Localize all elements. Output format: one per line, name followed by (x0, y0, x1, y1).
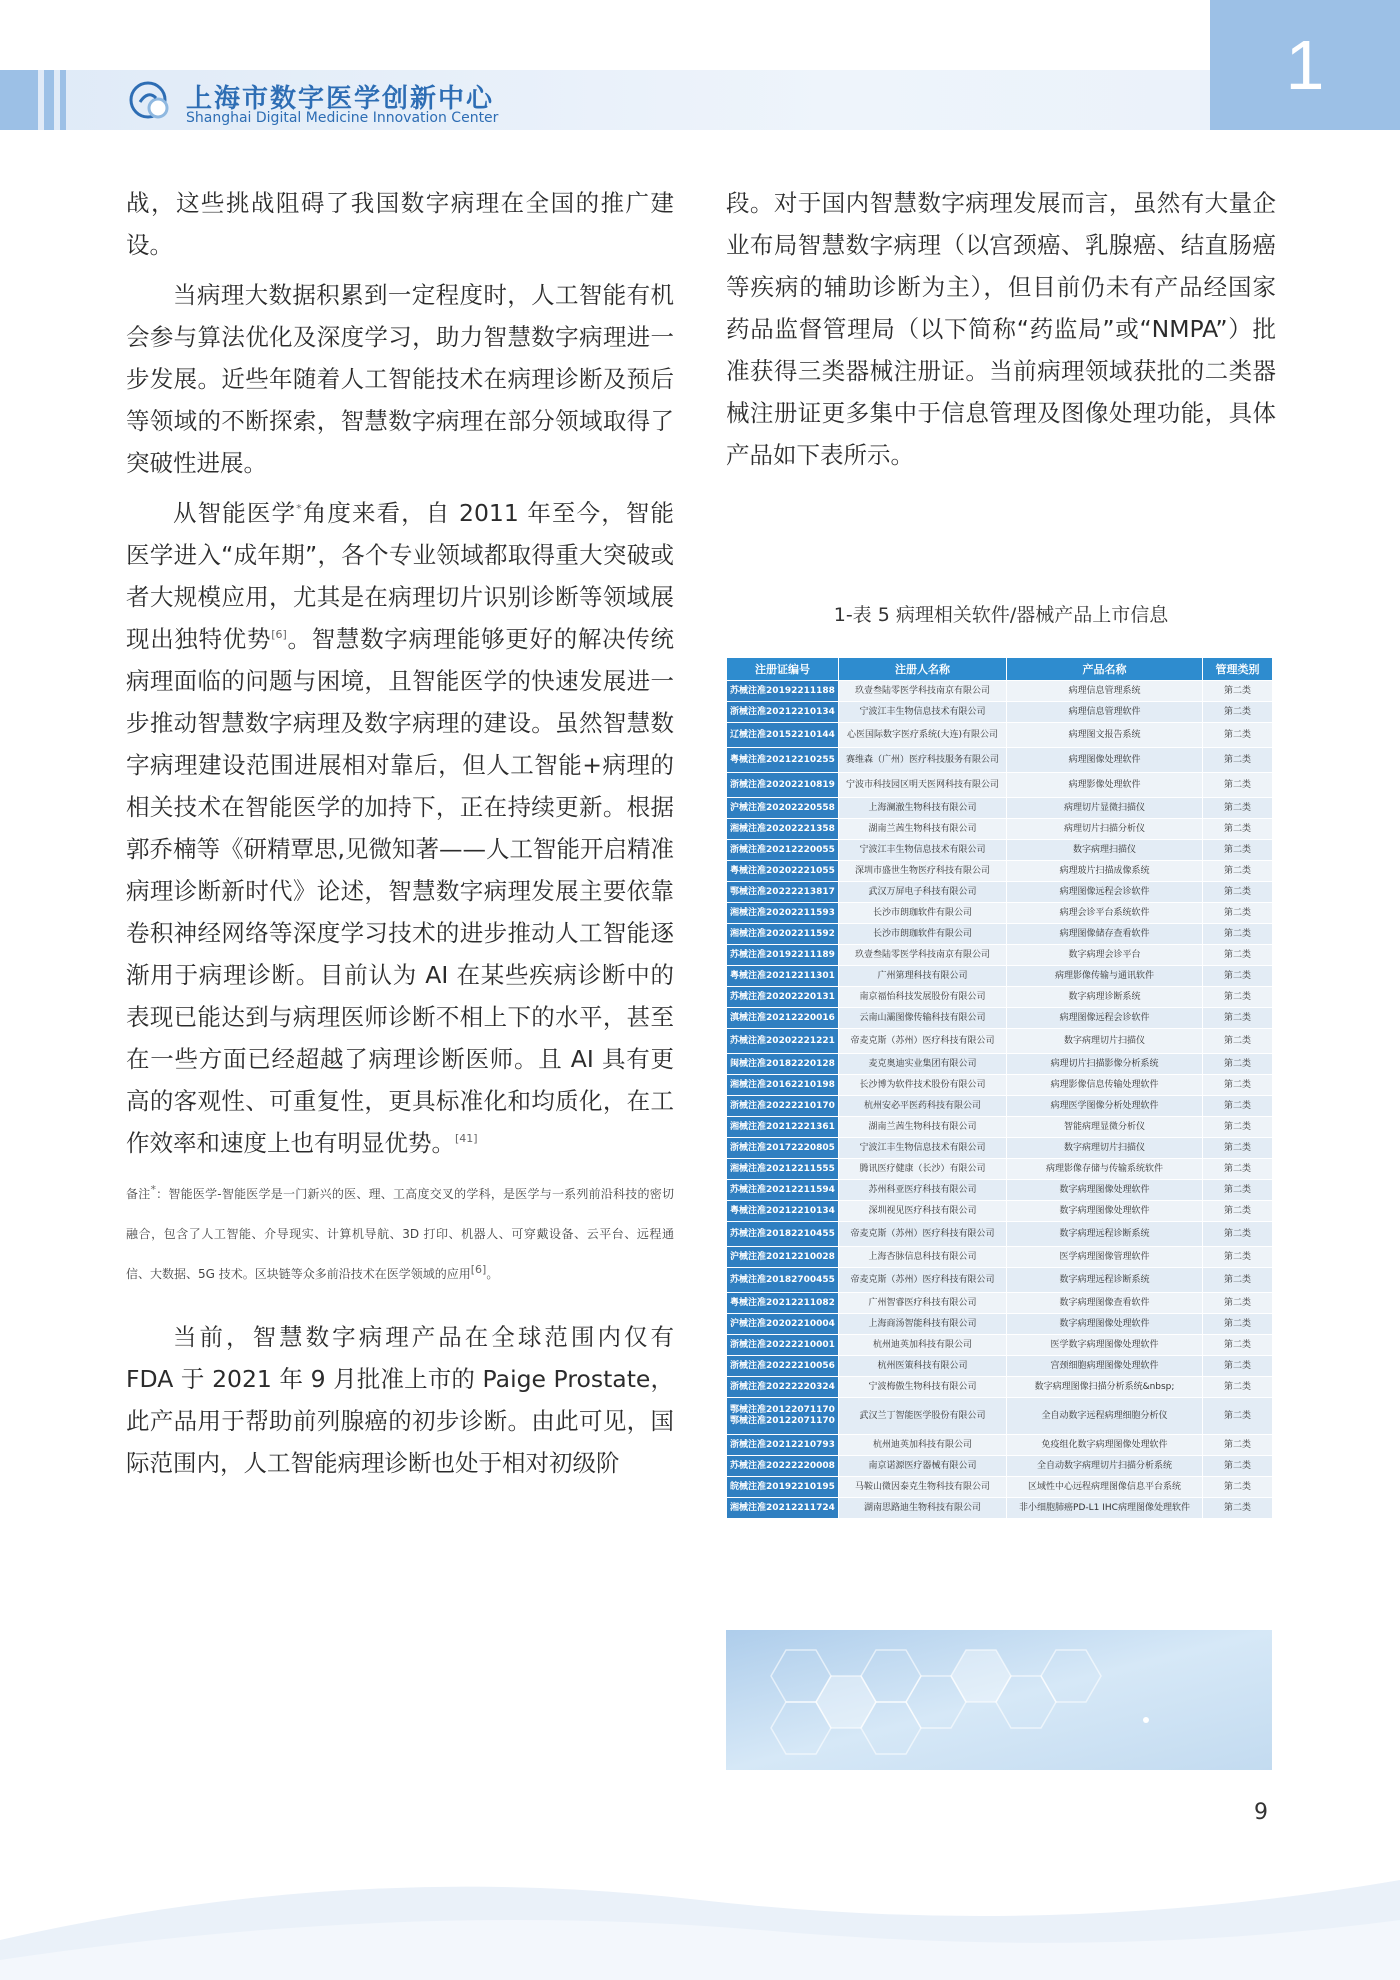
table-cell: 病理图文报告系统 (1007, 723, 1203, 748)
column-header: 产品名称 (1007, 658, 1203, 681)
table-cell: 心医国际数字医疗系统(大连)有限公司 (839, 723, 1007, 748)
table-cell: 长沙市朗珈软件有限公司 (839, 903, 1007, 924)
table-cell: 第二类 (1203, 702, 1273, 723)
column-header: 注册人名称 (839, 658, 1007, 681)
table-cell: 苏州科亚医疗科技有限公司 (839, 1180, 1007, 1201)
table-cell: 第二类 (1203, 1096, 1273, 1117)
left-column (126, 182, 674, 1492)
brand-name-en: Shanghai Digital Medicine Innovation Center (186, 110, 499, 126)
paragraph: 段。对于国内智慧数字病理发展而言，虽然有大量企业布局智慧数字病理（以宫颈癌、乳腺癌、结直肠癌等疾病的辅助诊断为主），但目前仍未有产品经国家药品监督管理局（以下简称“药监局”或“NMPA”）批准获得三类器械注册证。当前病理领域获批的二类器械注册证更多集中于信息管理及图像处理功能，具体产品如下表所示。 (726, 189, 1276, 469)
table-cell: 浙械注准20222210001 (727, 1335, 839, 1356)
table-row (727, 1268, 1273, 1293)
text-run: 。智慧数字病理能够更好的解决传统病理面临的问题与困境，且智能医学的快速发展进一步推动智慧数字病理及数字病理的建设。虽然智慧数字病理建设范围进展相对靠后，但人工智能+病理的相关技术在智能医学的加持下，正在持续更新。根据郭乔楠等《研精覃思,见微知著——人工智能开启精准病理诊断新时代》论述，智慧数字病理发展主要依靠卷积神经网络等深度学习技术的进步推动人工智能逐渐用于病理诊断。目前认为 AI 在某些疾病诊断中的表现已能达到与病理医师诊断不相上下的水平，甚至在一些方面已经超越了病理诊断医师。且 AI 具有更高的客观性、可重复性，更具标准化和均质化，在工作效率和速度上也有明显优势。 (126, 625, 675, 1157)
table-cell: 鄂械注准20122071170 鄂械注准20122071170 (727, 1398, 839, 1435)
table-body (727, 681, 1273, 1519)
product-table (726, 657, 1273, 1519)
citation: [41] (455, 1132, 478, 1146)
table-cell: 病理图像远程会诊软件 (1007, 882, 1203, 903)
table-row (727, 1180, 1273, 1201)
paragraph: 战，这些挑战阻碍了我国数字病理在全国的推广建设。 (126, 189, 674, 259)
table-cell: 第二类 (1203, 924, 1273, 945)
table-cell: 全自动数字远程病理细胞分析仪 (1007, 1398, 1203, 1435)
table-cell: 苏械注准20202220131 (727, 987, 839, 1008)
table-cell: 南京福怡科技发展股份有限公司 (839, 987, 1007, 1008)
table-cell: 病理影像处理软件 (1007, 773, 1203, 798)
table-row (727, 773, 1273, 798)
table-cell: 浙械注准20172220805 (727, 1138, 839, 1159)
table-cell: 粤械注准20212211082 (727, 1293, 839, 1314)
table-row (727, 987, 1273, 1008)
table-cell: 病理切片扫描分析仪 (1007, 819, 1203, 840)
table-cell: 数字病理图像查看软件 (1007, 1293, 1203, 1314)
table-row (727, 723, 1273, 748)
table-cell: 第二类 (1203, 987, 1273, 1008)
table-cell: 第二类 (1203, 1180, 1273, 1201)
table-cell: 湘械注准20212211555 (727, 1159, 839, 1180)
table-cell: 浙械注准20202210819 (727, 773, 839, 798)
table-row (727, 1435, 1273, 1456)
table-cell: 病理图像远程会诊软件 (1007, 1008, 1203, 1029)
table-row (727, 1159, 1273, 1180)
decorative-hexagon-image (726, 1630, 1272, 1770)
table-cell: 第二类 (1203, 748, 1273, 773)
citation: [6] (271, 628, 287, 642)
table-cell: 粤械注准20202221055 (727, 861, 839, 882)
text-run: ：智能医学-智能医学是一门新兴的医、理、工高度交叉的学科，是医学与一系列前沿科技的密切融合，包含了人工智能、介导现实、计算机导航、3D 打印、机器人、可穿戴设备、云平台、远程通信、大数据、5G 技术。区块链等众多前沿技术在医学领域的应用 (126, 1187, 674, 1281)
table-cell: 玖壹叁陆零医学科技南京有限公司 (839, 945, 1007, 966)
table-cell: 数字病理会诊平台 (1007, 945, 1203, 966)
table-cell: 武汉兰丁智能医学股份有限公司 (839, 1398, 1007, 1435)
table-row (727, 945, 1273, 966)
table-cell: 数字病理图像处理软件 (1007, 1180, 1203, 1201)
table-cell: 免疫组化数字病理图像处理软件 (1007, 1435, 1203, 1456)
table-cell: 浙械注准20212210793 (727, 1435, 839, 1456)
table-header-row (727, 658, 1273, 681)
table-row (727, 1456, 1273, 1477)
column-header: 注册证编号 (727, 658, 839, 681)
table-cell: 第二类 (1203, 966, 1273, 987)
right-column (726, 182, 1276, 484)
table-cell: 第二类 (1203, 819, 1273, 840)
table-row (727, 861, 1273, 882)
table-cell: 第二类 (1203, 1222, 1273, 1247)
footnote-marker: * (296, 502, 302, 516)
table-cell: 病理信息管理系统 (1007, 681, 1203, 702)
table-cell: 数字病理切片扫描仪 (1007, 1029, 1203, 1054)
table-cell: 湖南兰茜生物科技有限公司 (839, 1117, 1007, 1138)
paragraph: 当病理大数据积累到一定程度时，人工智能有机会参与算法优化及深度学习，助力智慧数字病理进一步发展。近些年随着人工智能技术在病理诊断及预后等领域的不断探索，智慧数字病理在部分领域取得了突破性进展。 (126, 281, 674, 477)
bottom-wave-decoration (0, 1860, 1400, 1980)
table-cell: 数字病理远程诊断系统 (1007, 1268, 1203, 1293)
table-cell: 病理切片显微扫描仪 (1007, 798, 1203, 819)
table-row (727, 702, 1273, 723)
table-cell: 苏械注准20222220008 (727, 1456, 839, 1477)
table-cell: 第二类 (1203, 1314, 1273, 1335)
table-cell: 全自动数字病理切片扫描分析系统 (1007, 1456, 1203, 1477)
table-cell: 马鞍山微因泰克生物科技有限公司 (839, 1477, 1007, 1498)
table-row (727, 1029, 1273, 1054)
table-cell: 湖南兰茜生物科技有限公司 (839, 819, 1007, 840)
table-cell: 第二类 (1203, 1117, 1273, 1138)
paragraph (126, 492, 674, 1164)
table-cell: 上海杏脉信息科技有限公司 (839, 1247, 1007, 1268)
table-cell: 杭州迪英加科技有限公司 (839, 1435, 1007, 1456)
table-cell: 第二类 (1203, 1201, 1273, 1222)
table-cell: 第二类 (1203, 903, 1273, 924)
table-cell: 第二类 (1203, 1356, 1273, 1377)
table-cell: 上海商汤智能科技有限公司 (839, 1314, 1007, 1335)
table-cell: 苏械注准20212211594 (727, 1180, 839, 1201)
table-cell: 数字病理切片扫描仪 (1007, 1138, 1203, 1159)
table-cell: 第二类 (1203, 1054, 1273, 1075)
table-cell: 杭州医策科技有限公司 (839, 1356, 1007, 1377)
table-row (727, 1201, 1273, 1222)
table-cell: 浙械注准20222220324 (727, 1377, 839, 1398)
table-row (727, 748, 1273, 773)
table-cell: 第二类 (1203, 1477, 1273, 1498)
table-cell: 苏械注准20202221221 (727, 1029, 839, 1054)
table-cell: 杭州安必平医药科技有限公司 (839, 1096, 1007, 1117)
table-cell: 浙械注准20212220055 (727, 840, 839, 861)
table-cell: 帝麦克斯（苏州）医疗科技有限公司 (839, 1268, 1007, 1293)
table-cell: 非小细胞肺癌PD-L1 IHC病理图像处理软件 (1007, 1498, 1203, 1519)
table-cell: 湖南思路迪生物科技有限公司 (839, 1498, 1007, 1519)
table-cell: 病理影像存储与传输系统软件 (1007, 1159, 1203, 1180)
table-cell: 病理玻片扫描成像系统 (1007, 861, 1203, 882)
table-row (727, 1477, 1273, 1498)
table-cell: 数字病理图像处理软件 (1007, 1314, 1203, 1335)
table-cell: 区域性中心远程病理图像信息平台系统 (1007, 1477, 1203, 1498)
table-cell: 数字病理远程诊断系统 (1007, 1222, 1203, 1247)
table-row (727, 681, 1273, 702)
table-cell: 鄂械注准20222213817 (727, 882, 839, 903)
table-cell: 智能病理显微分析仪 (1007, 1117, 1203, 1138)
table-cell: 第二类 (1203, 1029, 1273, 1054)
table-cell: 深圳视见医疗科技有限公司 (839, 1201, 1007, 1222)
table-cell: 浙械注准20222210170 (727, 1096, 839, 1117)
text-run: 从智能医学 (173, 499, 297, 527)
table-row (727, 1356, 1273, 1377)
table-cell: 数字病理图像处理软件 (1007, 1201, 1203, 1222)
table-cell: 医学病理图像管理软件 (1007, 1247, 1203, 1268)
table-cell: 南京诺源医疗器械有限公司 (839, 1456, 1007, 1477)
table-cell: 粤械注准20212210255 (727, 748, 839, 773)
table-row (727, 1008, 1273, 1029)
table-row (727, 798, 1273, 819)
table-cell: 医学数字病理图像处理软件 (1007, 1335, 1203, 1356)
table-cell: 苏械注准20192211189 (727, 945, 839, 966)
table-row (727, 1054, 1273, 1075)
table-row (727, 819, 1273, 840)
table-cell: 病理会诊平台系统软件 (1007, 903, 1203, 924)
table-cell: 数字病理诊断系统 (1007, 987, 1203, 1008)
table-cell: 玖壹叁陆零医学科技南京有限公司 (839, 681, 1007, 702)
table-cell: 杭州迪英加科技有限公司 (839, 1335, 1007, 1356)
table-cell: 第二类 (1203, 861, 1273, 882)
table-cell: 皖械注准20192210195 (727, 1477, 839, 1498)
table-cell: 第二类 (1203, 723, 1273, 748)
table-cell: 病理图像储存查看软件 (1007, 924, 1203, 945)
table-row (727, 1247, 1273, 1268)
header-stripe (0, 70, 38, 130)
table-cell: 第二类 (1203, 798, 1273, 819)
header-stripe (60, 70, 66, 130)
footnote-marker: * (150, 1183, 156, 1196)
table-cell: 数字病理图像扫描分析系统&nbsp; (1007, 1377, 1203, 1398)
table-row (727, 1314, 1273, 1335)
table-cell: 腾讯医疗健康（长沙）有限公司 (839, 1159, 1007, 1180)
table-row (727, 1096, 1273, 1117)
table-cell: 第二类 (1203, 1398, 1273, 1435)
table-cell: 宁波江丰生物信息技术有限公司 (839, 840, 1007, 861)
table-row (727, 924, 1273, 945)
table-cell: 病理图像处理软件 (1007, 748, 1203, 773)
table-cell: 宫颈细胞病理图像处理软件 (1007, 1356, 1203, 1377)
citation: [6] (470, 1263, 487, 1276)
table-cell: 广州第理科技有限公司 (839, 966, 1007, 987)
table-row (727, 1138, 1273, 1159)
table-cell: 第二类 (1203, 1377, 1273, 1398)
table-row (727, 1293, 1273, 1314)
table-cell: 浙械注准20212210134 (727, 702, 839, 723)
table-cell: 宁波市科技园区明天医网科技有限公司 (839, 773, 1007, 798)
table-cell: 长沙市朗珈软件有限公司 (839, 924, 1007, 945)
table-cell: 湘械注准20212221361 (727, 1117, 839, 1138)
table-cell: 麦克奥迪实业集团有限公司 (839, 1054, 1007, 1075)
table-cell: 第二类 (1203, 1159, 1273, 1180)
table-row (727, 1498, 1273, 1519)
table-cell: 云南山灞图像传输科技有限公司 (839, 1008, 1007, 1029)
table-cell: 浙械注准20222210056 (727, 1356, 839, 1377)
table-cell: 宁波江丰生物信息技术有限公司 (839, 702, 1007, 723)
table-cell: 湘械注准20202221358 (727, 819, 839, 840)
paragraph: 当前，智慧数字病理产品在全球范围内仅有 FDA 于 2021 年 9 月批准上市的 Paige Prostate，此产品用于帮助前列腺癌的初步诊断。由此可见，国际范围内，人工智能病理诊断也处于相对初级阶 (126, 1323, 674, 1477)
table-cell: 帝麦克斯（苏州）医疗科技有限公司 (839, 1029, 1007, 1054)
table-cell: 长沙博为软件技术股份有限公司 (839, 1075, 1007, 1096)
table-row (727, 1117, 1273, 1138)
page-number: 9 (1254, 1800, 1268, 1825)
table-cell: 闽械注准20182220128 (727, 1054, 839, 1075)
table-cell: 病理医学图像分析处理软件 (1007, 1096, 1203, 1117)
table-cell: 第二类 (1203, 1498, 1273, 1519)
table-cell: 第二类 (1203, 1138, 1273, 1159)
table-cell: 湘械注准20202211593 (727, 903, 839, 924)
table-cell: 第二类 (1203, 1247, 1273, 1268)
table-cell: 赛维森（广州）医疗科技服务有限公司 (839, 748, 1007, 773)
table-row (727, 1335, 1273, 1356)
table-cell: 第二类 (1203, 840, 1273, 861)
table-cell: 滇械注准20212220016 (727, 1008, 839, 1029)
table-cell: 粤械注准20212210134 (727, 1201, 839, 1222)
table-cell: 苏械注准20192211188 (727, 681, 839, 702)
table-cell: 沪械注准20202220558 (727, 798, 839, 819)
table-cell: 宁波江丰生物信息技术有限公司 (839, 1138, 1007, 1159)
table-cell: 宁波梅傲生物科技有限公司 (839, 1377, 1007, 1398)
table-row (727, 1398, 1273, 1435)
table-row (727, 966, 1273, 987)
table-cell: 广州智睿医疗科技有限公司 (839, 1293, 1007, 1314)
table-cell: 湘械注准20162210198 (727, 1075, 839, 1096)
table-row (727, 882, 1273, 903)
table-cell: 病理影像信息传输处理软件 (1007, 1075, 1203, 1096)
table-cell: 病理信息管理软件 (1007, 702, 1203, 723)
table-cell: 第二类 (1203, 945, 1273, 966)
brand-name-cn: 上海市数字医学创新中心 (186, 84, 495, 114)
table-cell: 苏械注准20182210455 (727, 1222, 839, 1247)
table-cell: 上海澜澈生物科技有限公司 (839, 798, 1007, 819)
table-row (727, 1075, 1273, 1096)
table-cell: 病理切片扫描影像分析系统 (1007, 1054, 1203, 1075)
table-row (727, 840, 1273, 861)
header-stripe (44, 70, 54, 130)
logo-icon (128, 80, 174, 122)
text-run: 角度来看，自 2011 年至今，智能医学进入“成年期”，各个专业领域都取得重大突破或者大规模应用，尤其是在病理切片识别诊断等领域展现出独特优势 (126, 499, 674, 653)
table-cell: 第二类 (1203, 1293, 1273, 1314)
table-row (727, 1222, 1273, 1247)
table-cell: 病理影像传输与通讯软件 (1007, 966, 1203, 987)
table-cell: 辽械注准20152210144 (727, 723, 839, 748)
table-cell: 武汉万屏电子科技有限公司 (839, 882, 1007, 903)
table-cell: 沪械注准20202210004 (727, 1314, 839, 1335)
table-cell: 第二类 (1203, 1268, 1273, 1293)
table-cell: 粤械注准20212211301 (727, 966, 839, 987)
table-cell: 苏械注准20182700455 (727, 1268, 839, 1293)
table-cell: 第二类 (1203, 882, 1273, 903)
table-cell: 第二类 (1203, 1075, 1273, 1096)
table-cell: 数字病理扫描仪 (1007, 840, 1203, 861)
table-cell: 湘械注准20212211724 (727, 1498, 839, 1519)
column-header: 管理类别 (1203, 658, 1273, 681)
table-cell: 第二类 (1203, 773, 1273, 798)
table-row (727, 903, 1273, 924)
text-run: 。 (486, 1267, 499, 1281)
table-cell: 帝麦克斯（苏州）医疗科技有限公司 (839, 1222, 1007, 1247)
table-cell: 第二类 (1203, 1435, 1273, 1456)
table-cell: 第二类 (1203, 1008, 1273, 1029)
table-cell: 深圳市盛世生物医疗科技有限公司 (839, 861, 1007, 882)
table-cell: 沪械注准20212210028 (727, 1247, 839, 1268)
footnote (126, 1174, 674, 1294)
table-cell: 第二类 (1203, 1335, 1273, 1356)
text-run: 备注 (126, 1187, 151, 1201)
table-title: 1-表 5 病理相关软件/器械产品上市信息 (833, 604, 1169, 626)
table-cell: 第二类 (1203, 1456, 1273, 1477)
table-row (727, 1377, 1273, 1398)
chapter-number: 1 (1210, 0, 1400, 130)
table-cell: 湘械注准20202211592 (727, 924, 839, 945)
table-cell: 第二类 (1203, 681, 1273, 702)
